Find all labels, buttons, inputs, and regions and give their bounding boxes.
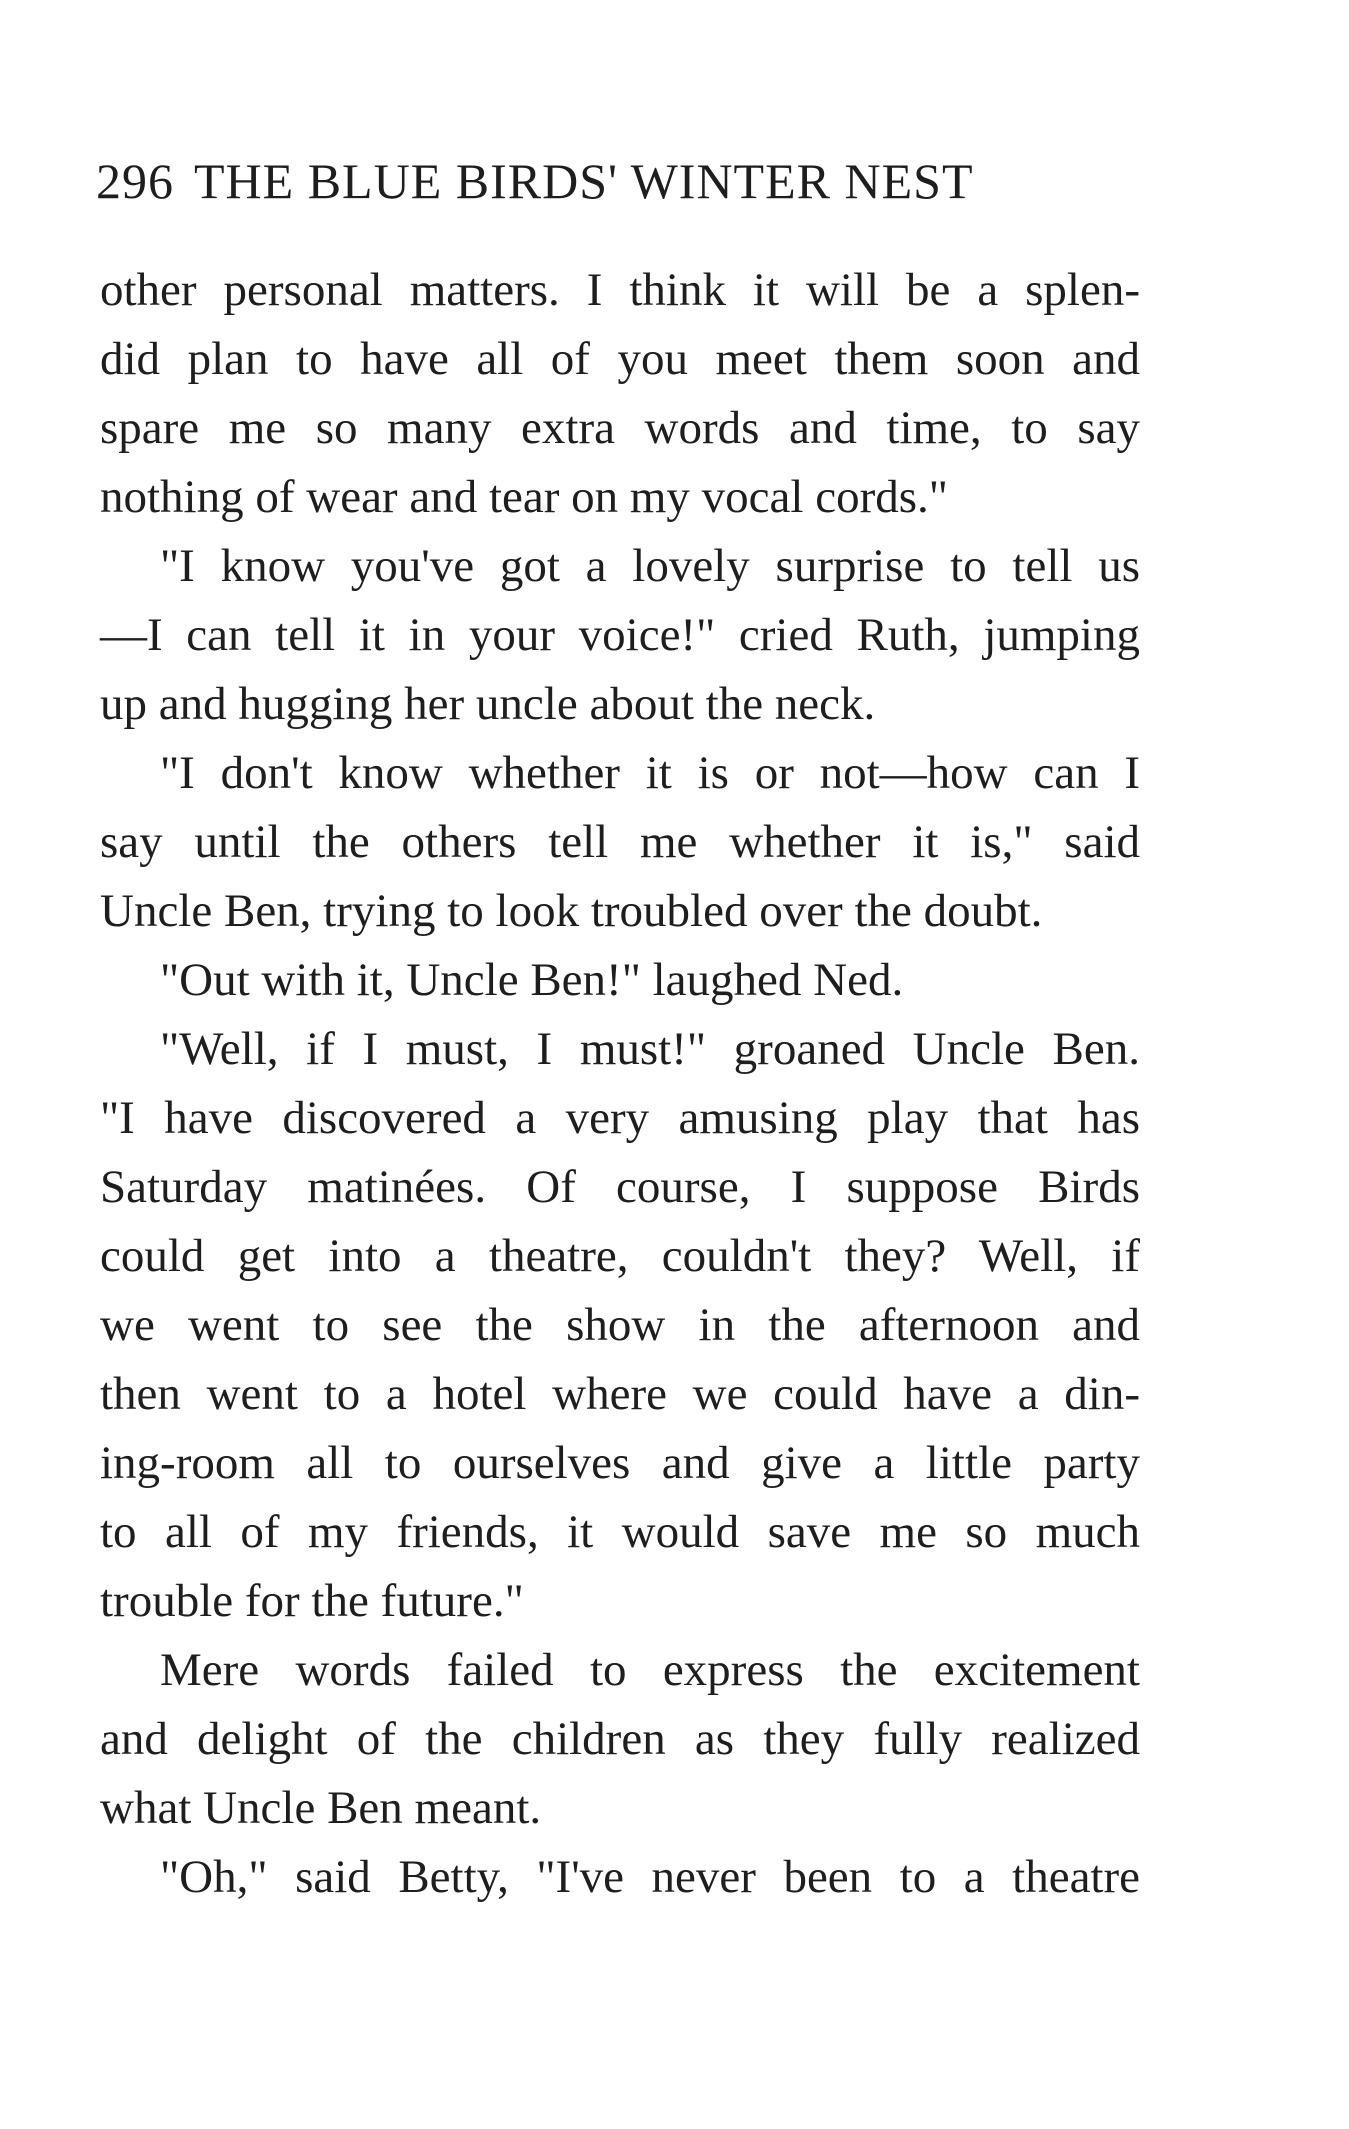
- text-line: to all of my friends, it would save me so much: [100, 1506, 1140, 1558]
- page-number: 296: [96, 153, 174, 209]
- text-line: "Out with it, Uncle Ben!" laughed Ned.: [160, 954, 904, 1006]
- text-line: nothing of wear and tear on my vocal cords.": [100, 471, 948, 523]
- text-line: trouble for the future.": [100, 1575, 524, 1627]
- text-line: did plan to have all of you meet them soon and: [100, 333, 1140, 385]
- text-line: what Uncle Ben meant.: [100, 1782, 542, 1834]
- text-line: "I don't know whether it is or not—how can I: [160, 747, 1140, 799]
- text-line: could get into a theatre, couldn't they? Well, if: [100, 1230, 1140, 1282]
- text-line: spare me so many extra words and time, to say: [100, 402, 1140, 454]
- text-line: Saturday matinées. Of course, I suppose Birds: [100, 1161, 1140, 1213]
- running-header: [96, 150, 1196, 212]
- text-line: and delight of the children as they fully realized: [100, 1713, 1140, 1765]
- text-line: "I know you've got a lovely surprise to tell us: [160, 540, 1140, 592]
- text-line: Uncle Ben, trying to look troubled over the doubt.: [100, 885, 1043, 937]
- text-line: "I have discovered a very amusing play that has: [100, 1092, 1140, 1144]
- running-title: THE BLUE BIRDS' WINTER NEST: [194, 153, 974, 209]
- text-line: up and hugging her uncle about the neck.: [100, 678, 876, 730]
- text-line: —I can tell it in your voice!" cried Ruth, jumping: [100, 609, 1140, 661]
- text-line: "Oh," said Betty, "I've never been to a theatre: [160, 1851, 1140, 1903]
- text-line: "Well, if I must, I must!" groaned Uncle Ben.: [160, 1023, 1140, 1075]
- text-line: other personal matters. I think it will be a splen-: [100, 264, 1140, 316]
- text-line: say until the others tell me whether it is," said: [100, 816, 1140, 868]
- text-line: ing-room all to ourselves and give a little party: [100, 1437, 1140, 1489]
- text-line: we went to see the show in the afternoon and: [100, 1299, 1140, 1351]
- text-line: then went to a hotel where we could have a din-: [100, 1368, 1140, 1420]
- text-line: Mere words failed to express the excitement: [160, 1644, 1140, 1696]
